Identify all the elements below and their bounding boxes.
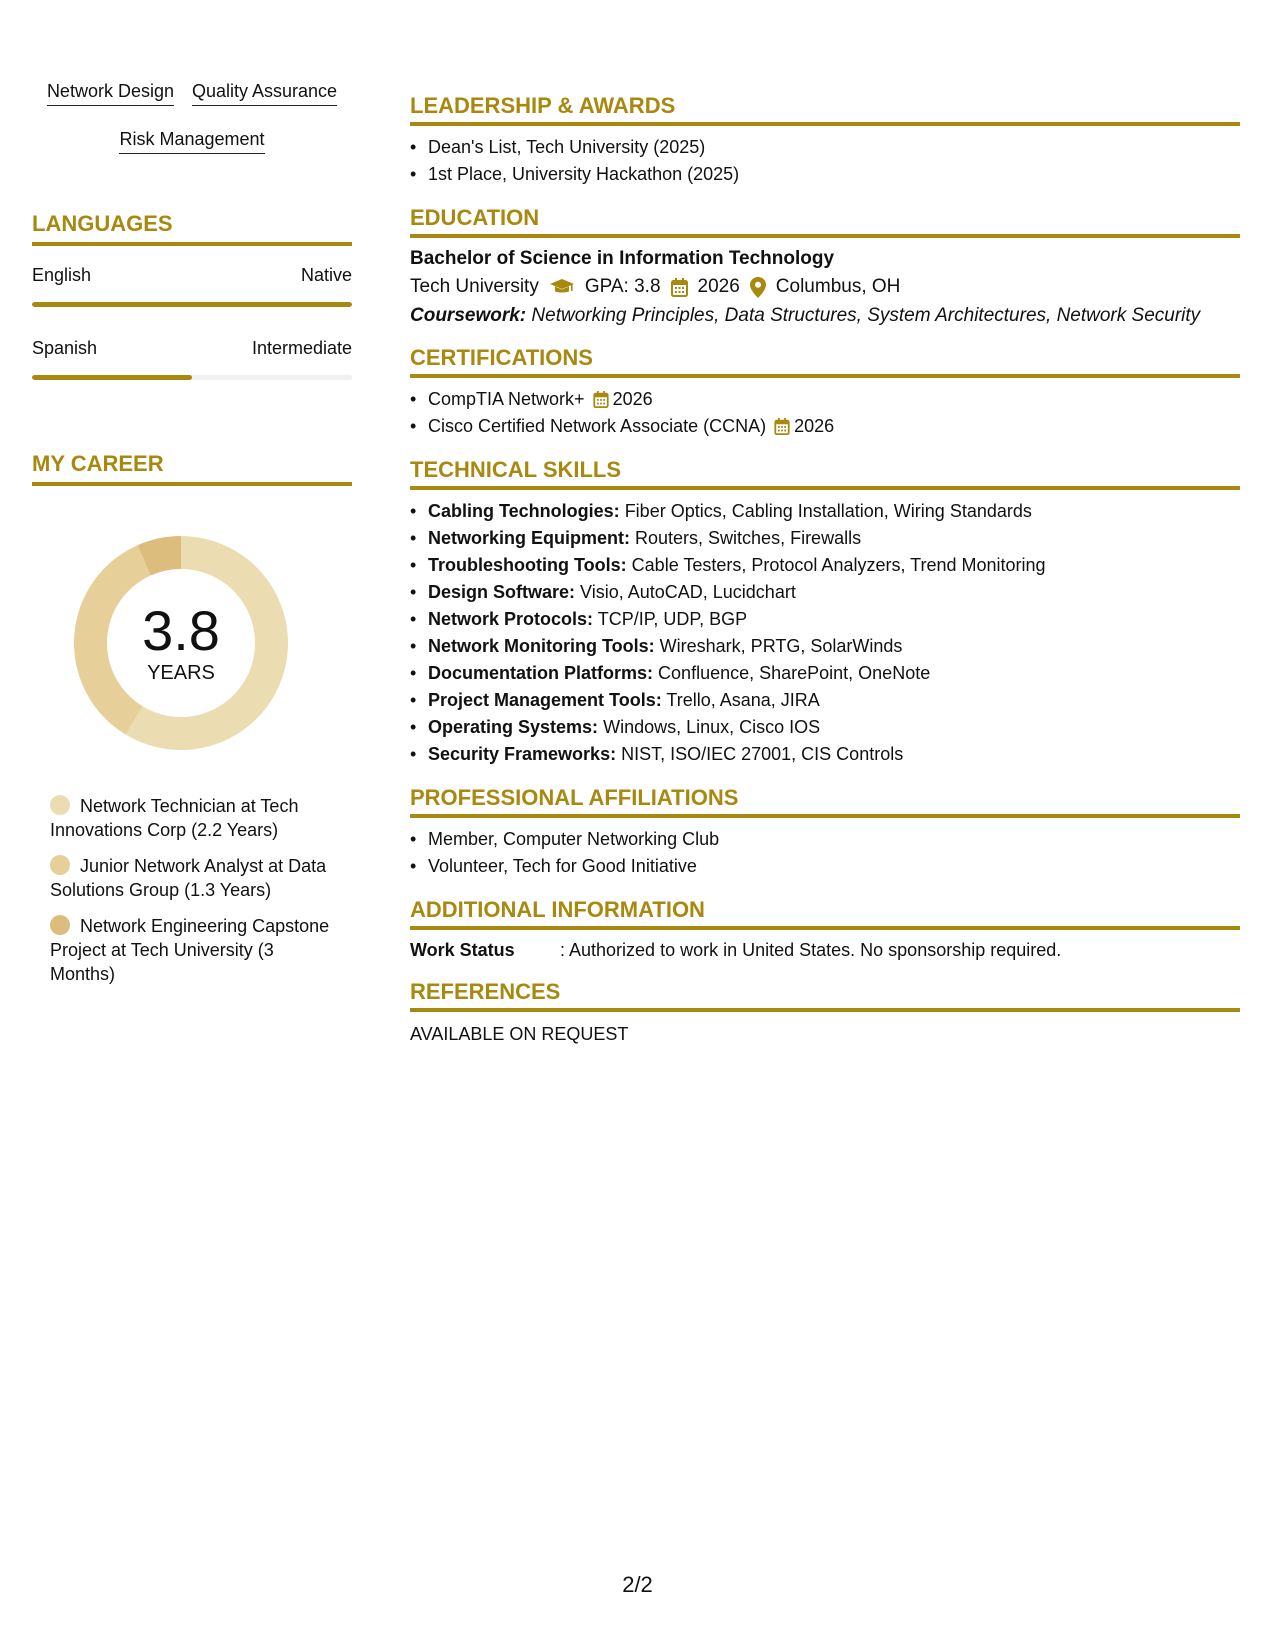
skill-label: Design Software: xyxy=(428,582,576,602)
list-item xyxy=(410,606,1240,633)
skill-tags xyxy=(32,80,352,154)
section-title: EDUCATION xyxy=(410,205,540,230)
skill-label: Project Management Tools: xyxy=(428,690,662,710)
skill-value: Visio, AutoCAD, Lucidchart xyxy=(580,582,796,602)
education-gpa: GPA: 3.8 xyxy=(584,276,661,297)
additional-info-section xyxy=(410,896,1240,962)
section-divider xyxy=(410,486,1240,490)
skill-tag: Network Design xyxy=(47,80,174,106)
cert-year: 2026 xyxy=(612,389,653,409)
legend-dot xyxy=(50,915,70,935)
calendar-icon xyxy=(671,278,688,297)
section-divider xyxy=(410,926,1240,930)
list-item xyxy=(410,552,1240,579)
coursework-label: Coursework: xyxy=(410,305,527,326)
education-year: 2026 xyxy=(697,276,740,297)
certifications-list xyxy=(410,386,1240,440)
section-title: PROFESSIONAL AFFILIATIONS xyxy=(410,785,739,810)
list-item: • 1st Place, University Hackathon (2025) xyxy=(410,161,1240,188)
list-item xyxy=(410,660,1240,687)
info-value: : Authorized to work in United States. No sponsorship required. xyxy=(560,940,1062,960)
section-title: LEADERSHIP & AWARDS xyxy=(410,93,676,118)
education-degree: Bachelor of Science in Information Technology xyxy=(410,248,835,269)
career-legend-item xyxy=(50,794,340,842)
list-item xyxy=(410,579,1240,606)
career-total-unit: YEARS xyxy=(147,661,215,684)
section-divider xyxy=(32,482,352,486)
education-coursework xyxy=(410,304,1240,328)
affiliations-list xyxy=(410,826,1240,880)
skill-label: Network Monitoring Tools: xyxy=(428,636,655,656)
list-item: • Volunteer, Tech for Good Initiative xyxy=(410,853,1240,880)
skill-label: Documentation Platforms: xyxy=(428,663,654,683)
skill-label: Troubleshooting Tools: xyxy=(428,555,627,575)
list-item xyxy=(410,386,1240,413)
education-location: Columbus, OH xyxy=(775,276,901,297)
certifications-section xyxy=(410,344,1240,440)
references-section xyxy=(410,978,1240,1046)
language-name: Spanish xyxy=(32,338,98,358)
technical-skills-section xyxy=(410,456,1240,768)
coursework-text: Networking Principles, Data Structures, System Architectures, Network Security xyxy=(531,305,1201,326)
cert-year: 2026 xyxy=(794,416,835,436)
section-title: CERTIFICATIONS xyxy=(410,345,593,370)
language-bar-fill xyxy=(32,302,352,307)
list-item xyxy=(410,525,1240,552)
section-divider xyxy=(410,814,1240,818)
skill-label: Network Protocols: xyxy=(428,609,594,629)
section-title: LANGUAGES xyxy=(32,211,173,236)
info-label: Work Status xyxy=(410,940,515,960)
affiliations-section xyxy=(410,784,1240,880)
skill-value: TCP/IP, UDP, BGP xyxy=(597,609,748,629)
list-item: • Member, Computer Networking Club xyxy=(410,826,1240,853)
career-legend-label: Network Engineering Capstone Project at Tech University (3 Months) xyxy=(50,916,330,984)
list-item xyxy=(410,714,1240,741)
languages-section xyxy=(32,210,352,380)
legend-dot xyxy=(50,795,70,815)
career-total-value: 3.8 xyxy=(142,598,220,662)
language-row xyxy=(32,337,352,359)
skill-value: Wireshark, PRTG, SolarWinds xyxy=(659,636,903,656)
language-level: Native xyxy=(300,265,352,285)
section-divider xyxy=(410,1008,1240,1012)
education-details xyxy=(410,272,1240,302)
skill-value: Fiber Optics, Cabling Installation, Wiring Standards xyxy=(624,501,1032,521)
right-column xyxy=(410,92,1240,1062)
language-level: Intermediate xyxy=(251,338,352,358)
info-row xyxy=(410,938,1240,962)
cert-name: Cisco Certified Network Associate (CCNA) xyxy=(428,416,767,436)
calendar-icon xyxy=(774,418,790,435)
career-legend xyxy=(32,794,352,986)
left-column xyxy=(32,80,352,984)
skill-value: Windows, Linux, Cisco IOS xyxy=(603,717,821,737)
skill-value: NIST, ISO/IEC 27001, CIS Controls xyxy=(621,744,904,764)
skill-tag: Quality Assurance xyxy=(192,80,337,106)
career-legend-item xyxy=(50,854,340,902)
section-title: ADDITIONAL INFORMATION xyxy=(410,897,705,922)
list-item xyxy=(410,687,1240,714)
calendar-icon xyxy=(593,391,609,408)
graduation-cap-icon xyxy=(549,278,575,296)
skill-label: Networking Equipment: xyxy=(428,528,630,548)
donut-center xyxy=(66,528,296,758)
language-row xyxy=(32,264,352,286)
legend-dot xyxy=(50,855,70,875)
section-title: REFERENCES xyxy=(410,979,561,1004)
list-item xyxy=(410,498,1240,525)
career-section xyxy=(32,450,352,998)
skill-value: Confluence, SharePoint, OneNote xyxy=(658,663,931,683)
skill-label: Operating Systems: xyxy=(428,717,599,737)
skill-label: Security Frameworks: xyxy=(428,744,617,764)
section-divider xyxy=(410,234,1240,238)
education-school: Tech University xyxy=(410,276,539,297)
skill-tag: Risk Management xyxy=(119,128,264,154)
leadership-list xyxy=(410,134,1240,188)
leadership-section xyxy=(410,92,1240,188)
section-title: MY CAREER xyxy=(32,451,164,476)
list-item: • Dean's List, Tech University (2025) xyxy=(410,134,1240,161)
section-divider xyxy=(32,242,352,246)
career-legend-label: Network Technician at Tech Innovations Corp (2.2 Years) xyxy=(50,796,299,840)
skill-value: Cable Testers, Protocol Analyzers, Trend Monitoring xyxy=(631,555,1046,575)
language-bar-fill xyxy=(32,375,192,380)
page-indicator: 2/2 xyxy=(622,1572,653,1597)
section-title: TECHNICAL SKILLS xyxy=(410,457,622,482)
list-item xyxy=(410,633,1240,660)
career-donut-chart xyxy=(66,528,296,758)
section-divider xyxy=(410,374,1240,378)
technical-skills-list xyxy=(410,498,1240,768)
career-legend-label: Junior Network Analyst at Data Solutions Group (1.3 Years) xyxy=(50,856,327,900)
skill-label: Cabling Technologies: xyxy=(428,501,620,521)
language-bar xyxy=(32,302,352,307)
section-divider xyxy=(410,122,1240,126)
career-legend-item xyxy=(50,914,340,986)
skill-value: Routers, Switches, Firewalls xyxy=(635,528,862,548)
education-section xyxy=(410,204,1240,328)
cert-name: CompTIA Network+ xyxy=(428,389,585,409)
map-pin-icon xyxy=(750,277,766,298)
language-bar xyxy=(32,375,352,380)
skill-value: Trello, Asana, JIRA xyxy=(666,690,820,710)
list-item xyxy=(410,413,1240,440)
references-text: AVAILABLE ON REQUEST xyxy=(410,1024,629,1044)
list-item xyxy=(410,741,1240,768)
language-name: English xyxy=(32,265,92,285)
